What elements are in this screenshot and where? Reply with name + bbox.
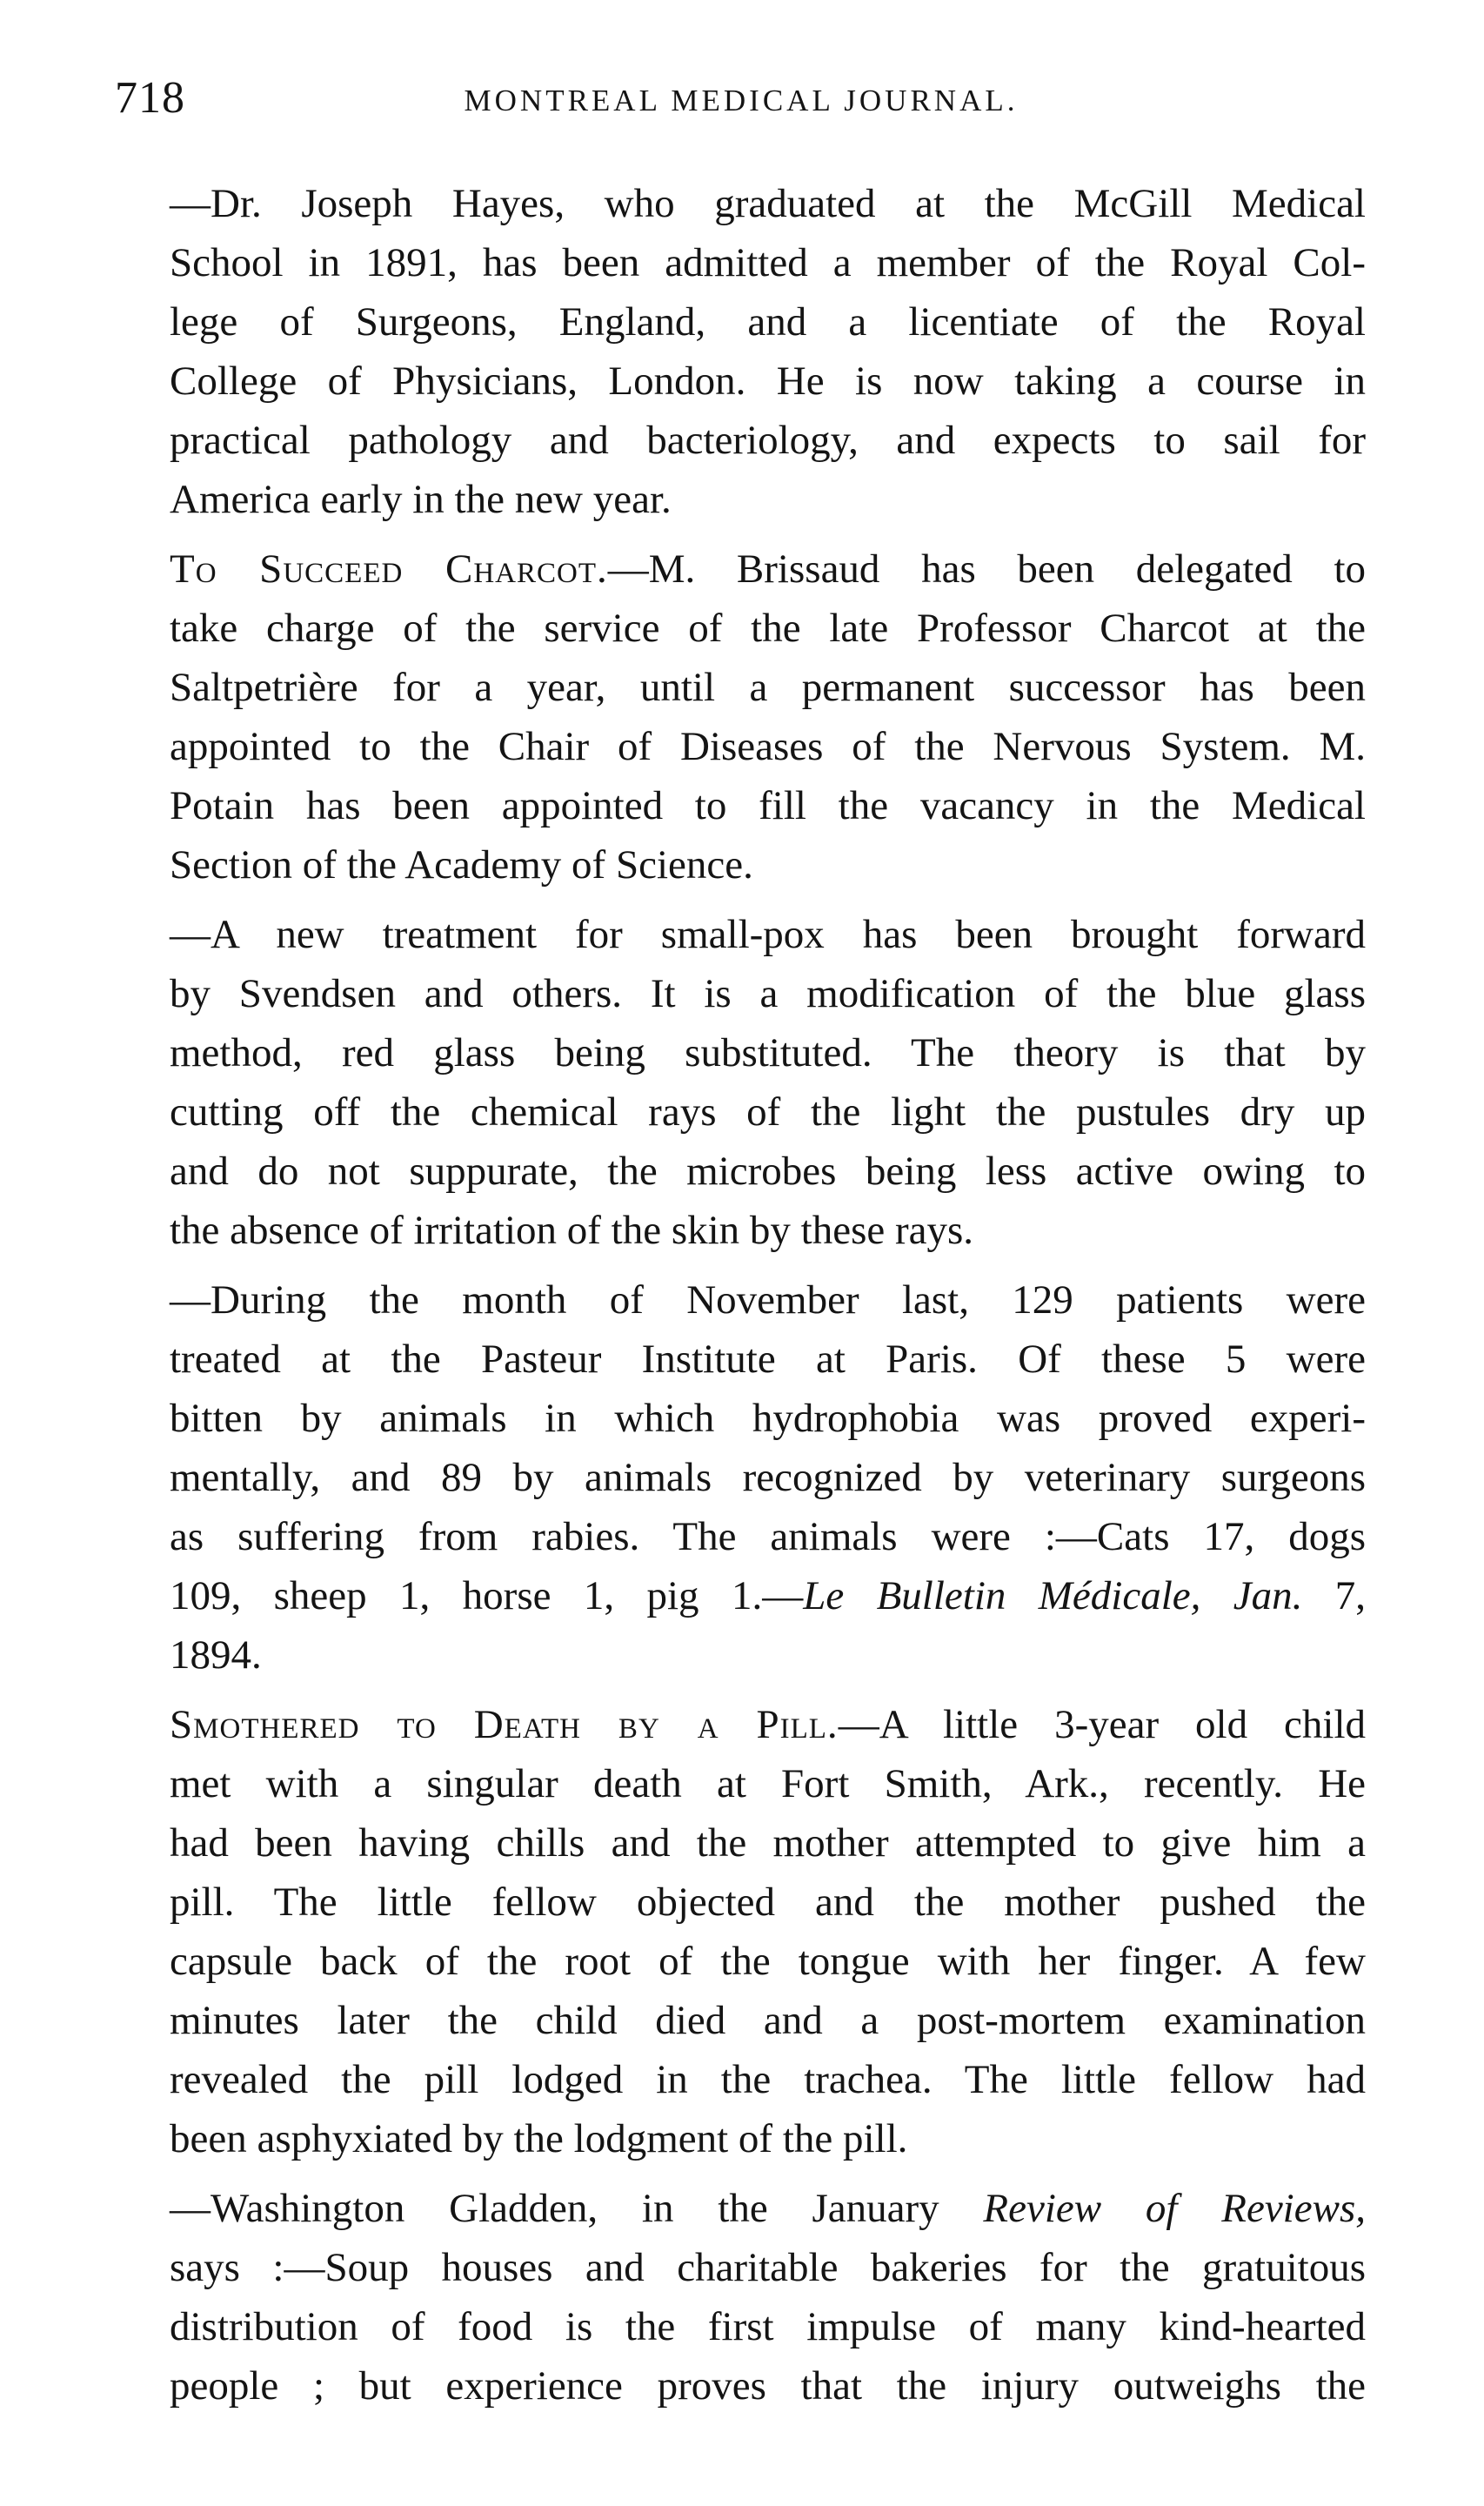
text-line: Potain has been appointed to fill the vacancy in the Medical — [170, 783, 1366, 828]
text-line: minutes later the child died and a post-mortem examination — [170, 1998, 1366, 2043]
paragraph-gladden — [117, 2179, 1366, 2416]
text-line: and do not suppurate, the microbes being less active owing to — [170, 1149, 1366, 1194]
text-line — [117, 1695, 1366, 1754]
running-head: MONTREAL MEDICAL JOURNAL. — [464, 84, 1019, 117]
text-line: 1894. — [170, 1632, 262, 1678]
text-line: School in 1891, has been admitted a member of the Royal Col- — [170, 240, 1366, 285]
paragraph-pasteur — [117, 1270, 1366, 1685]
text-line: appointed to the Chair of Diseases of the Nervous System. M. — [170, 724, 1366, 769]
citation-title: Review of Reviews, — [983, 2186, 1366, 2231]
text-line: Saltpetrière for a year, until a permanent successor has been — [170, 665, 1366, 710]
text-line — [117, 2179, 1366, 2238]
text-line: mentally, and 89 by animals recognized by veterinary surgeons — [170, 1455, 1366, 1500]
text-line: method, red glass being substituted. The theory is that by — [170, 1030, 1366, 1075]
text-run: —A little 3-year old child — [838, 1702, 1367, 1747]
text-line: take charge of the service of the late Professor Charcot at the — [170, 606, 1366, 651]
paragraph-pill — [117, 1695, 1366, 2168]
text-line: cutting off the chemical rays of the light the pustules dry up — [170, 1089, 1366, 1135]
text-run: 7, — [1302, 1573, 1367, 1618]
text-line: America early in the new year. — [170, 477, 672, 522]
text-run: —M. Brissaud has been delegated to — [607, 546, 1367, 592]
text-line: had been having chills and the mother attempted to give him a — [170, 1820, 1366, 1866]
page-header — [115, 68, 1367, 129]
page-number: 718 — [115, 73, 185, 123]
paragraph-charcot — [117, 539, 1366, 895]
text-line — [117, 539, 1366, 599]
text-line: pill. The little fellow objected and the mother pushed the — [170, 1880, 1366, 1925]
text-line: says :—Soup houses and charitable bakeries for the gratuitous — [170, 2245, 1366, 2290]
text-line: as suffering from rabies. The animals were :—Cats 17, dogs — [170, 1514, 1366, 1559]
text-line: treated at the Pasteur Institute at Paris. Of these 5 were — [170, 1337, 1366, 1382]
article-body — [117, 174, 1366, 2426]
text-line: capsule back of the root of the tongue with her finger. A few — [170, 1939, 1366, 1984]
text-line: practical pathology and bacteriology, and expects to sail for — [170, 418, 1366, 463]
section-heading: To Succeed Charcot. — [170, 546, 608, 592]
text-line: —A new treatment for small-pox has been brought forward — [170, 912, 1366, 957]
text-line: College of Physicians, London. He is now taking a course in — [170, 358, 1366, 404]
text-run: —Washington Gladden, in the January — [170, 2186, 984, 2231]
text-line: Section of the Academy of Science. — [170, 842, 753, 888]
text-line: distribution of food is the first impulse of many kind-hearted — [170, 2304, 1366, 2349]
text-line: by Svendsen and others. It is a modification of the blue glass — [170, 971, 1366, 1016]
paragraph-hayes — [117, 174, 1366, 529]
paragraph-smallpox — [117, 905, 1366, 1260]
text-run: 109, sheep 1, horse 1, pig 1.— — [170, 1573, 804, 1618]
text-line — [117, 1566, 1366, 1625]
citation-title: Le Bulletin Médicale, Jan. — [803, 1573, 1303, 1618]
text-line: people ; but experience proves that the injury outweighs the — [170, 2363, 1366, 2409]
text-line: —During the month of November last, 129 patients were — [170, 1277, 1366, 1323]
text-line: revealed the pill lodged in the trachea. The little fellow had — [170, 2057, 1366, 2102]
text-line: met with a singular death at Fort Smith, Ark., recently. He — [170, 1761, 1366, 1806]
text-line: the absence of irritation of the skin by these rays. — [170, 1208, 974, 1253]
section-heading: Smothered to Death by a Pill. — [170, 1702, 839, 1747]
text-line: —Dr. Joseph Hayes, who graduated at the McGill Medical — [170, 181, 1366, 226]
text-line: lege of Surgeons, England, and a licentiate of the Royal — [170, 299, 1366, 345]
text-line: been asphyxiated by the lodgment of the pill. — [170, 2116, 908, 2161]
text-line: bitten by animals in which hydrophobia was proved experi- — [170, 1396, 1366, 1441]
